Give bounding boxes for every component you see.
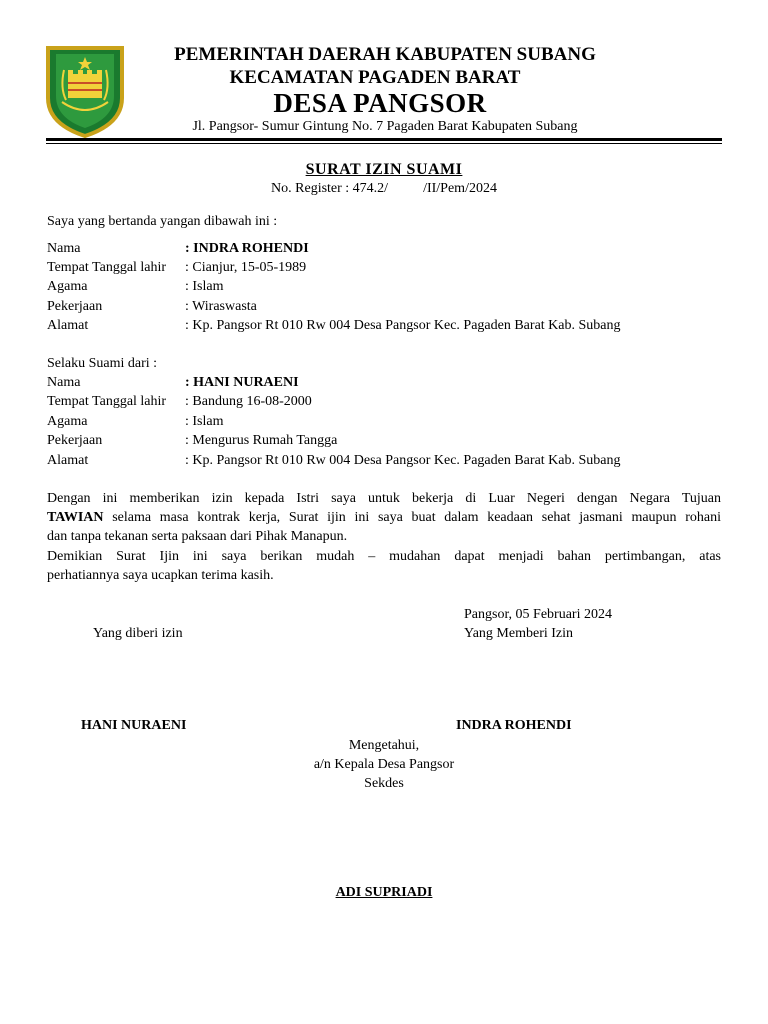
p1-label-birth: Tempat Tanggal lahir xyxy=(47,260,167,275)
p2-value-name: : HANI NURAENI xyxy=(185,375,299,390)
p1-value-religion: : Islam xyxy=(185,279,224,294)
letter-title: SURAT IZIN SUAMI xyxy=(305,161,463,178)
p2-label-occupation: Pekerjaan xyxy=(47,433,103,448)
header-divider-thick xyxy=(46,138,722,141)
place-date: Pangsor, 05 Februari 2024 xyxy=(464,607,612,622)
permission-line-2-text: selama masa kontrak kerja, Surat ijin ini saya buat dalam keadaan sehat jasmani maupun rohani xyxy=(112,510,722,526)
position-label: Sekdes xyxy=(364,776,404,791)
p2-value-religion: : Islam xyxy=(185,414,224,429)
p1-value-name: : INDRA ROHENDI xyxy=(185,241,309,256)
header-divider-thin xyxy=(46,143,722,144)
p2-label-name: Nama xyxy=(47,375,81,390)
permission-line-3: dan tanpa tekanan serta paksaan dari Pihak Manapun. xyxy=(47,529,348,545)
p1-value-address: : Kp. Pangsor Rt 010 Rw 004 Desa Pangsor Kec. Pagaden Barat Kab. Subang xyxy=(185,318,621,333)
left-signature-caption: Yang diberi izin xyxy=(93,626,183,641)
p1-label-occupation: Pekerjaan xyxy=(47,299,103,314)
header-district: KECAMATAN PAGADEN BARAT xyxy=(229,67,521,88)
permission-paragraph xyxy=(47,489,721,585)
p2-value-address: : Kp. Pangsor Rt 010 Rw 004 Desa Pangsor Kec. Pagaden Barat Kab. Subang xyxy=(185,453,621,468)
on-behalf-label: a/n Kepala Desa Pangsor xyxy=(313,757,455,772)
p2-value-birth: : Bandung 16-08-2000 xyxy=(185,394,312,409)
spouse-intro-text: Selaku Suami dari : xyxy=(47,356,158,371)
permission-line-2 xyxy=(47,508,721,527)
right-signature-caption: Yang Memberi Izin xyxy=(464,626,574,641)
p2-label-birth: Tempat Tanggal lahir xyxy=(47,394,167,409)
p1-label-address: Alamat xyxy=(47,318,89,333)
header-address: Jl. Pangsor- Sumur Gintung No. 7 Pagaden Barat Kabupaten Subang xyxy=(192,119,578,134)
p1-value-occupation: : Wiraswasta xyxy=(185,299,257,314)
header-village: DESA PANGSOR xyxy=(273,88,487,118)
p1-value-birth: : Cianjur, 15-05-1989 xyxy=(185,260,307,275)
p1-label-religion: Agama xyxy=(47,279,88,294)
register-number: No. Register : 474.2/ /II/Pem/2024 xyxy=(271,181,497,196)
right-signatory-name: INDRA ROHENDI xyxy=(456,718,572,733)
intro-text: Saya yang bertanda yangan dibawah ini : xyxy=(47,214,278,229)
village-emblem-logo xyxy=(40,40,130,140)
p2-label-address: Alamat xyxy=(47,453,89,468)
closing-line-1: Demikian Surat Ijin ini saya berikan mudah – mudahan dapat menjadi bahan pertimbangan, atas xyxy=(47,548,721,564)
destination-country: TAWIAN xyxy=(47,510,104,526)
official-name: ADI SUPRIADI xyxy=(335,885,433,900)
closing-line-2: perhatiannya saya ucapkan terima kasih. xyxy=(47,567,274,583)
header-government: PEMERINTAH DAERAH KABUPATEN SUBANG xyxy=(174,44,596,65)
p2-value-occupation: : Mengurus Rumah Tangga xyxy=(185,433,338,448)
p1-label-name: Nama xyxy=(47,241,81,256)
p2-label-religion: Agama xyxy=(47,414,88,429)
permission-line-1: Dengan ini memberikan izin kepada Istri saya untuk bekerja di Luar Negeri dengan Negara Tujuan xyxy=(47,491,721,506)
left-signatory-name: HANI NURAENI xyxy=(81,718,187,733)
acknowledge-label: Mengetahui, xyxy=(348,738,420,753)
